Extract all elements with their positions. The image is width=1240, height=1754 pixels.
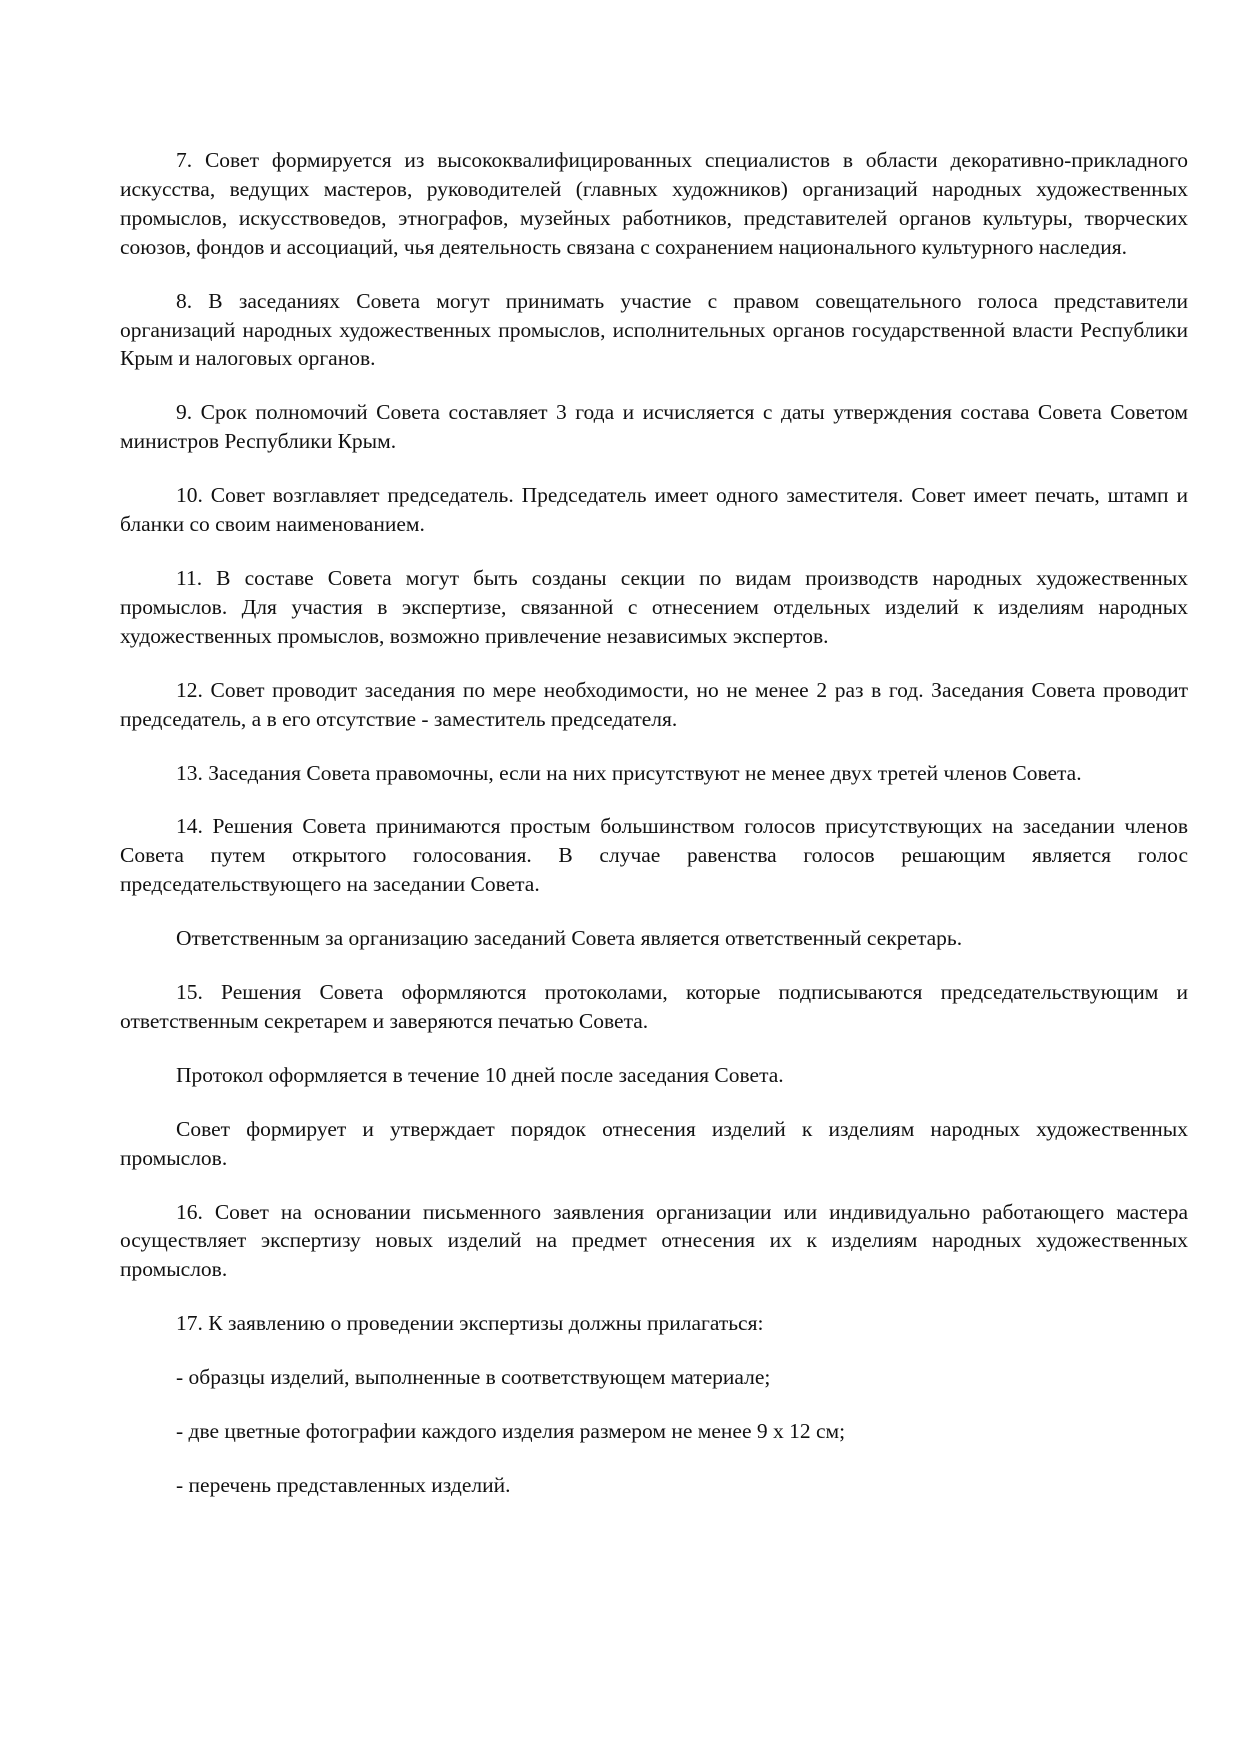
paragraph-15-protocol: Протокол оформляется в течение 10 дней после заседания Совета. xyxy=(176,1062,784,1087)
document-page xyxy=(120,146,1188,1525)
paragraph-15: 15. Решения Совета оформляются протоколами, которые подписываются председательствующим и ответственным секретарем и заверяются печатью Совета. xyxy=(120,980,1188,1033)
paragraph-8: 8. В заседаниях Совета могут принимать участие с правом совещательного голоса представители организаций народных художественных промыслов, исполнительных органов государственной власти Республики Крым и налоговых органов. xyxy=(120,288,1188,371)
paragraph-15-procedure: Совет формирует и утверждает порядок отнесения изделий к изделиям народных художественных промыслов. xyxy=(120,1116,1188,1170)
paragraph-7: 7. Совет формируется из высококвалифицированных специалистов в области декоративно-прикладного искусства, ведущих мастеров, руководителей (главных художников) организаций народных художественных промыслов, искусствоведов, этнографов, музейных работников, представителей органов культуры, творческих союзов, фондов и ассоциаций, чья деятельность связана с сохранением национального культурного наследия. xyxy=(120,148,1188,259)
paragraph-11: 11. В составе Совета могут быть созданы секции по видам производств народных художественных промыслов. Для участия в экспертизе, связанной с отнесением отдельных изделий к изделиям народных художественных промыслов, возможно привлечение независимых экспертов. xyxy=(120,565,1188,648)
paragraph-9: 9. Срок полномочий Совета составляет 3 года и исчисляется с даты утверждения состава Совета Советом министров Республики Крым. xyxy=(120,400,1188,454)
paragraph-14: 14. Решения Совета принимаются простым большинством голосов присутствующих на заседании членов Совета путем открытого голосования. В случае равенства голосов решающим является голос председательствующего на заседании Совета. xyxy=(120,814,1188,897)
paragraph-17: 17. К заявлению о проведении экспертизы должны прилагаться: xyxy=(176,1311,764,1336)
paragraph-14-secretary: Ответственным за организацию заседаний Совета является ответственный секретарь. xyxy=(176,926,963,951)
paragraph-13: 13. Заседания Совета правомочны, если на них присутствуют не менее двух третей членов Совета. xyxy=(176,760,1082,785)
paragraph-12: 12. Совет проводит заседания по мере необходимости, но не менее 2 раз в год. Заседания Совета проводит председатель, а в его отсутствие - заместитель председателя. xyxy=(120,677,1188,731)
paragraph-10: 10. Совет возглавляет председатель. Председатель имеет одного заместителя. Совет имеет печать, штамп и бланки со своим наименованием. xyxy=(120,483,1188,537)
paragraph-16: 16. Совет на основании письменного заявления организации или индивидуально работающего мастера осуществляет экспертизу новых изделий на предмет отнесения их к изделиям народных художественных промыслов. xyxy=(120,1199,1188,1282)
list-item-samples: - образцы изделий, выполненные в соответствующем материале; xyxy=(176,1365,771,1390)
list-item-inventory: - перечень представленных изделий. xyxy=(176,1473,511,1497)
list-item-photos: - две цветные фотографии каждого изделия размером не менее 9 x 12 см; xyxy=(176,1419,846,1444)
